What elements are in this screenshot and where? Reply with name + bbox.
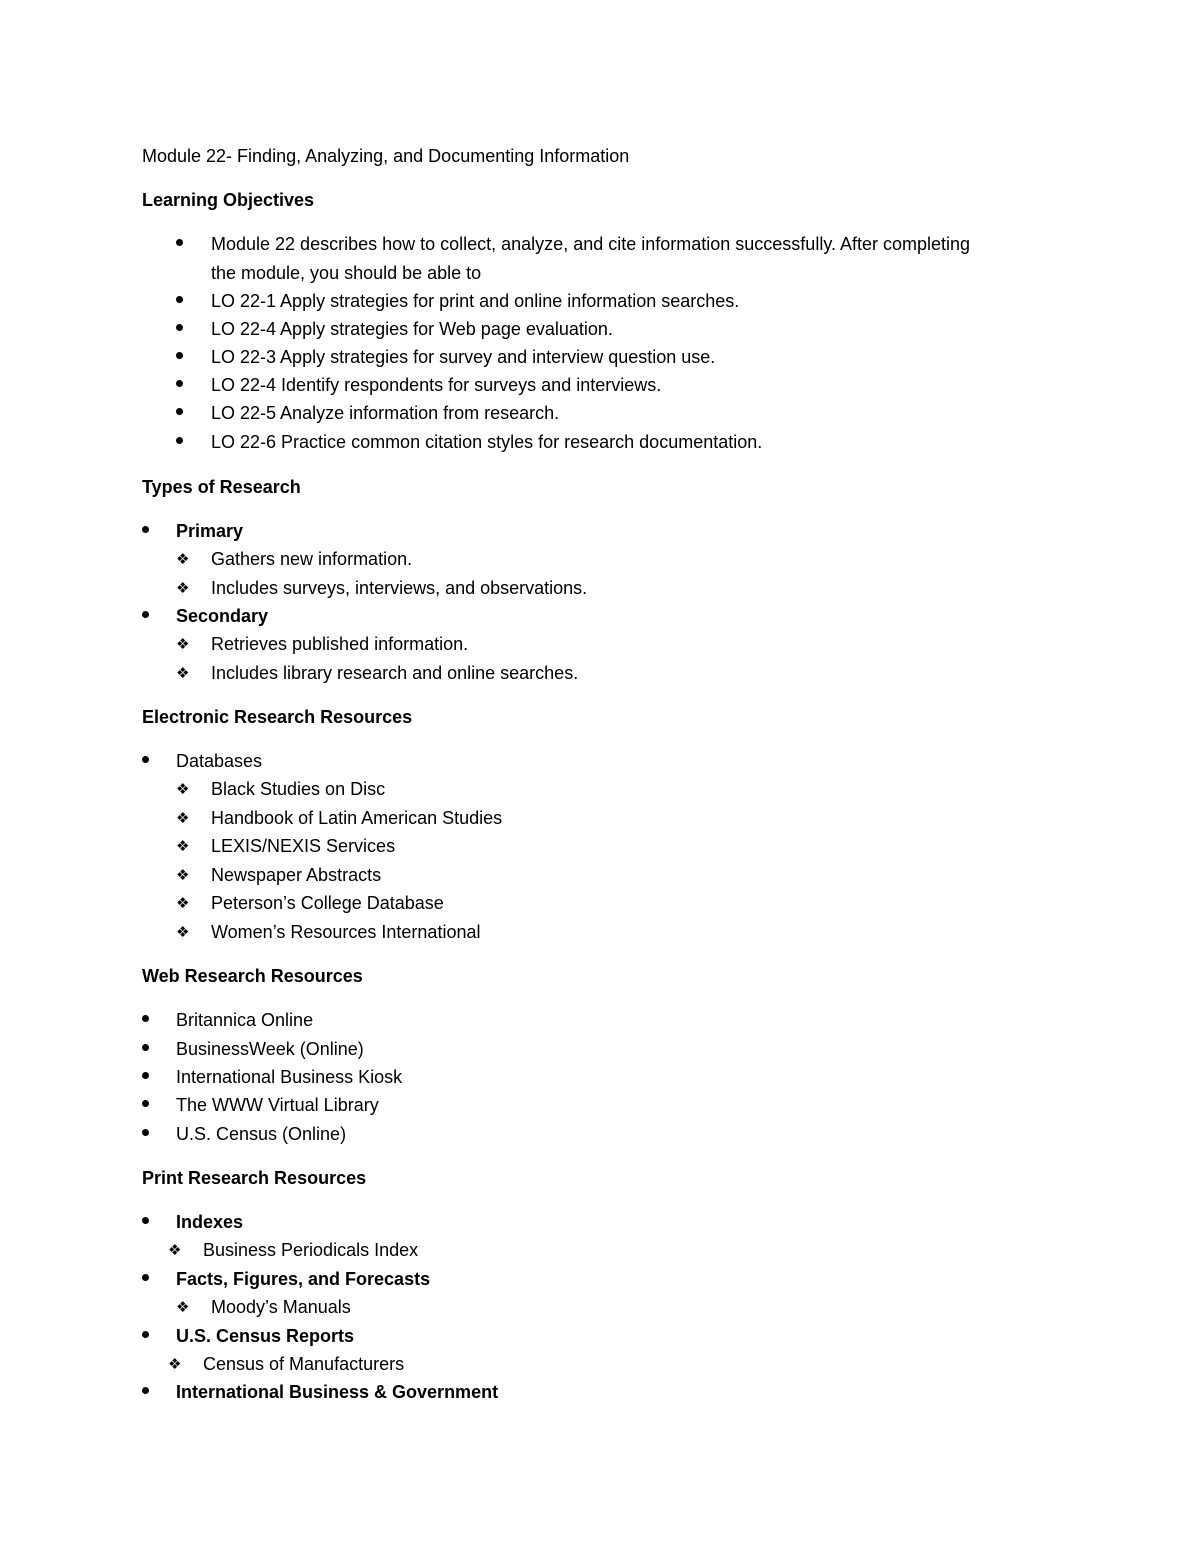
sub-list-item: Handbook of Latin American Studies (211, 808, 503, 828)
bullet-icon (142, 1217, 149, 1224)
diamond-bullet-icon: ❖ (176, 781, 190, 798)
bullet-icon (142, 756, 149, 763)
sub-list-item: LEXIS/NEXIS Services (211, 836, 396, 856)
sub-list-item: Gathers new information. (211, 549, 413, 569)
bullet-icon (176, 408, 183, 415)
list-item-census-reports: U.S. Census Reports (176, 1326, 355, 1346)
sub-list-item: Women’s Resources International (211, 922, 481, 942)
sub-list-item: Includes surveys, interviews, and observations. (211, 578, 588, 598)
bullet-icon (142, 611, 149, 618)
list-item: LO 22-1 Apply strategies for print and online information searches. (211, 291, 740, 311)
list-item-international: International Business & Government (176, 1382, 499, 1402)
sub-list-item: Census of Manufacturers (203, 1354, 405, 1374)
bullet-icon (176, 239, 183, 246)
diamond-bullet-icon: ❖ (176, 636, 190, 653)
bullet-icon (142, 1274, 149, 1281)
list-item-primary: Primary (176, 521, 244, 541)
list-item: LO 22-5 Analyze information from research. (211, 403, 560, 423)
print-resources-heading: Print Research Resources (142, 1168, 367, 1188)
list-item: U.S. Census (Online) (176, 1124, 347, 1144)
list-item-facts: Facts, Figures, and Forecasts (176, 1269, 431, 1289)
sub-list-item: Includes library research and online searches. (211, 663, 579, 683)
diamond-bullet-icon: ❖ (176, 810, 190, 827)
electronic-resources-heading: Electronic Research Resources (142, 707, 413, 727)
diamond-bullet-icon: ❖ (176, 1299, 190, 1316)
bullet-icon (142, 526, 149, 533)
diamond-bullet-icon: ❖ (176, 580, 190, 597)
sub-list-item: Black Studies on Disc (211, 779, 386, 799)
types-of-research-heading: Types of Research (142, 477, 301, 497)
sub-list-item: Retrieves published information. (211, 634, 469, 654)
bullet-icon (176, 437, 183, 444)
list-item: BusinessWeek (Online) (176, 1039, 364, 1059)
bullet-icon (142, 1044, 149, 1051)
list-item: International Business Kiosk (176, 1067, 403, 1087)
bullet-icon (142, 1129, 149, 1136)
list-item: The WWW Virtual Library (176, 1095, 379, 1115)
bullet-icon (176, 380, 183, 387)
bullet-icon (176, 352, 183, 359)
sub-list-item: Newspaper Abstracts (211, 865, 382, 885)
list-item-continuation: the module, you should be able to (211, 263, 482, 283)
list-item: LO 22-4 Identify respondents for surveys and interviews. (211, 375, 662, 395)
list-item: LO 22-3 Apply strategies for survey and interview question use. (211, 347, 716, 367)
web-resources-heading: Web Research Resources (142, 966, 363, 986)
bullet-icon (176, 296, 183, 303)
bullet-icon (142, 1072, 149, 1079)
list-item: LO 22-6 Practice common citation styles for research documentation. (211, 432, 763, 452)
sub-list-item: Business Periodicals Index (203, 1240, 419, 1260)
diamond-bullet-icon: ❖ (176, 924, 190, 941)
learning-objectives-heading: Learning Objectives (142, 190, 315, 210)
list-item: Module 22 describes how to collect, analyze, and cite information successfully. After completing (211, 234, 971, 254)
sub-list-item: Peterson’s College Database (211, 893, 444, 913)
diamond-bullet-icon: ❖ (176, 665, 190, 682)
list-item-secondary: Secondary (176, 606, 269, 626)
document-title: Module 22- Finding, Analyzing, and Documenting Information (142, 146, 630, 166)
bullet-icon (142, 1100, 149, 1107)
list-item: LO 22-4 Apply strategies for Web page evaluation. (211, 319, 613, 339)
diamond-bullet-icon: ❖ (168, 1242, 182, 1259)
bullet-icon (142, 1331, 149, 1338)
sub-list-item: Moody’s Manuals (211, 1297, 351, 1317)
diamond-bullet-icon: ❖ (176, 867, 190, 884)
bullet-icon (176, 324, 183, 331)
diamond-bullet-icon: ❖ (176, 895, 190, 912)
diamond-bullet-icon: ❖ (176, 838, 190, 855)
list-item: Britannica Online (176, 1010, 314, 1030)
list-item-indexes: Indexes (176, 1212, 244, 1232)
diamond-bullet-icon: ❖ (176, 551, 190, 568)
bullet-icon (142, 1015, 149, 1022)
diamond-bullet-icon: ❖ (168, 1356, 182, 1373)
bullet-icon (142, 1387, 149, 1394)
list-item-databases: Databases (176, 751, 263, 771)
